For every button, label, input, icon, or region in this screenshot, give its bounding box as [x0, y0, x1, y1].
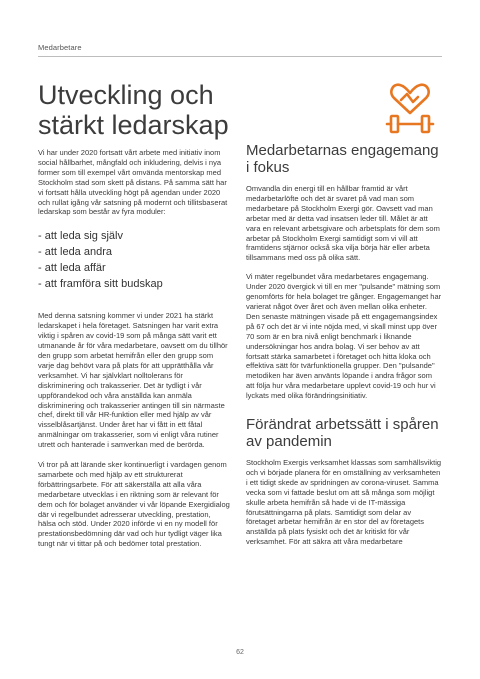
leadership-paragraph: Med denna satsning kommer vi under 2021 ha stärkt ledarskapet i hela företaget. Satsningen har varit extra viktig i spåren av covid-19 som på många sätt varit ett utmanande år för våra medarbetare, oavsett om du tillhör den grupp som arbetat hemifrån eller den grupp som varje dag behövt vara på plats för att upprätthålla vår verksamhet. Vi har självklart nolltolerans för diskriminering och trakasserier. Det är tydligt i vår uppförandekod och våra anställda kan anmäla diskriminering och trakasserier antingen till sin närmaste chef, direkt till vår HR-funktion eller med hjälp av vår visselblåsartjänst. Under året har vi fått in ett fåtal anmälningar om trakasserier, som vi enligt våra rutiner utrett och hanterade i samverkan med de berörda. — [38, 311, 228, 450]
page-number: 62 — [236, 649, 244, 656]
right-column — [246, 143, 442, 547]
learning-paragraph: Vi tror på att lärande sker kontinuerligt i vardagen genom samarbete och med hjälp av ett strukturerat förbättringsarbete. För att säkerställa att alla våra medarbetare utvecklas i en riktning som är relevant för dem och för bolaget använder vi vår löpande Exergidialog där vi regelbundet adresserar utveckling, prestation, hälsa och stöd. Under 2020 införde vi en ny modell för prestationsbedömning där vad och hur tydligt väger lika tungt när vi tittar på och bedömer total prestation. — [38, 460, 230, 549]
employee-promise-paragraph: Omvandla din energi till en hållbar framtid är vårt medarbetarlöfte och det är svaret på vad man som medarbetare på Stockholm Exergi gör. Oavsett vad man arbetar med är detta vad insatsen leder till. Målet är att vara en relevant arbetsgivare och arbetsplats för dem som arbetar på Stockholm Exergi samtidigt som vi vill att framtidens stjärnor också ska vilja börja här eller arbeta tillsammans med oss på olika sätt. — [246, 184, 440, 263]
engagement-heading: Medarbetarnas engagemang i fokus — [246, 142, 439, 176]
engagement-measurement-paragraph: Vi mäter regelbundet våra medarbetares engagemang. Under 2020 övergick vi till en mer "pulsande" mätning som genomförts för hela bolaget tre gånger. Engagemanget har varierat något över året och även mellan olika enheter. Den senaste mätningen visade på ett engagemangsindex på 67 och det är vi inte nöjda med, vi skall minst upp över 70 som är en bra nivå enligt benchmark i liknande undersökningar hos andra bolag. Vi ser behov av att fortsatt stärka samarbetet i företaget och hitta kloka och effektiva sätt för tvärfunktionella grupper. Den "pulsande" metodiken har även använts löpande i andra frågor som att följa hur våra medarbetare upplevt covid-19 och hur vi lyckats med olika förändringsinitiativ. — [246, 272, 442, 401]
module-item: - att leda andra — [38, 246, 112, 259]
pandemic-paragraph: Stockholm Exergis verksamhet klassas som samhällsviktig och vi började planera för en omställning av verksamheten i ett tidigt skede av spridningen av corona-viruset. Samma vecka som vi fattade beslut om att så många som möjligt skulle arbeta hemifrån så hade vi de IT-mässiga förutsättningarna på plats. Samtidigt som delar av företaget arbetar hemifrån är en stor del av företagets anställda på plats fysiskt och det är kritiskt för vår verksamhet. För att säkra att våra medarbetare — [246, 458, 442, 547]
intro-paragraph: Vi har under 2020 fortsatt vårt arbete med initiativ inom social hållbarhet, mångfald och inkludering, delvis i nya former som till exempel vårt omvända mentorskap med Stockholm stad som skett på distans. På samma sätt har vi fortsatt hålla utveckling högt på agendan under 2020 och rullat igång vår satsning på modernt och tillitsbaserat ledarskap som består av fyra moduler: — [38, 148, 228, 217]
module-item: - att leda affär — [38, 262, 106, 275]
header-divider — [38, 56, 442, 57]
section-label: Medarbetare — [38, 43, 82, 52]
pandemic-heading: Förändrat arbetssätt i spåren av pandemin — [246, 416, 439, 450]
page-title: Utveckling och stärkt ledarskap — [38, 80, 229, 140]
module-item: - att leda sig själv — [38, 230, 123, 243]
module-list — [38, 228, 230, 292]
left-column — [38, 148, 230, 549]
module-item: - att framföra sitt budskap — [38, 278, 163, 291]
heart-dumbbell-icon — [380, 80, 440, 136]
